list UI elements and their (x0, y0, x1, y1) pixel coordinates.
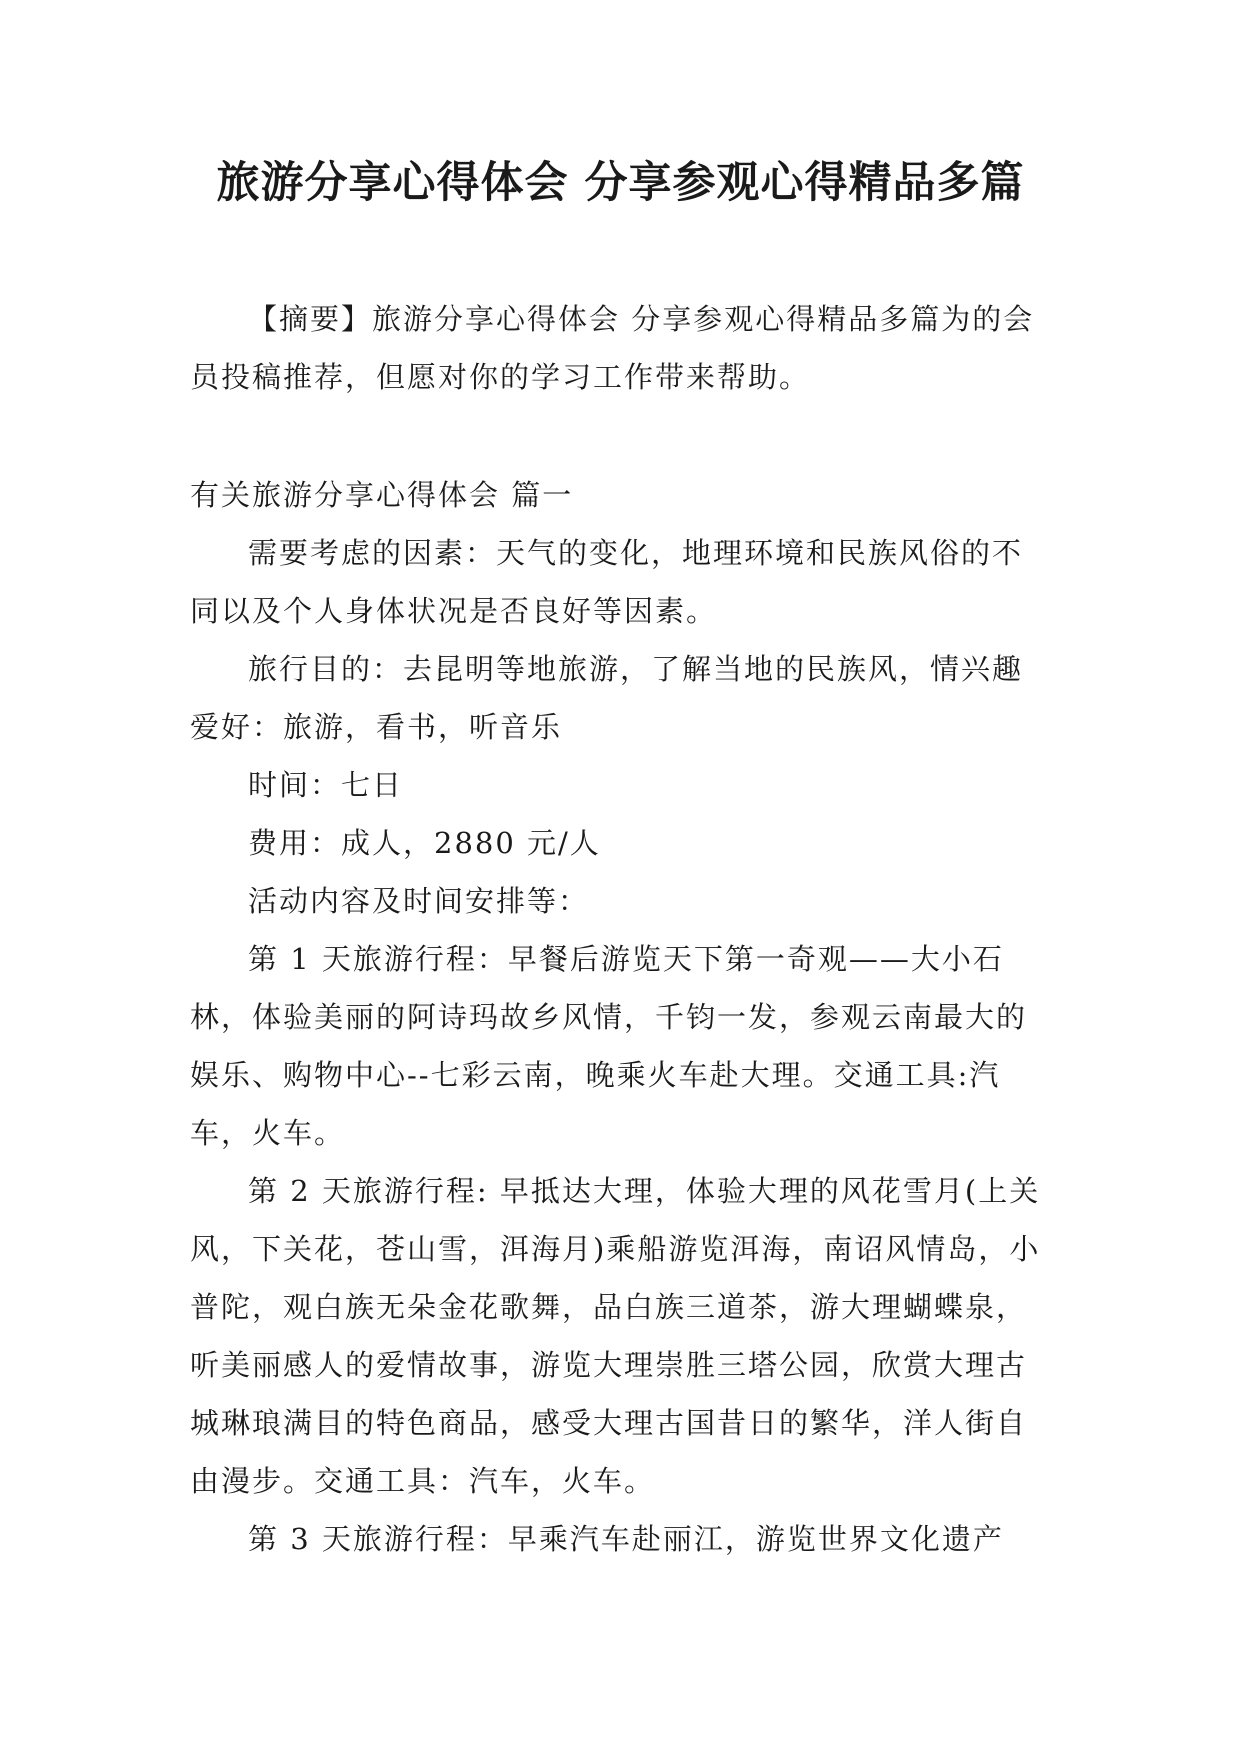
abstract-paragraph: 【摘要】旅游分享心得体会 分享参观心得精品多篇为的会员投稿推荐，但愿对你的学习工作带来帮助。 (190, 302, 1035, 394)
page-title: 旅游分享心得体会 分享参观心得精品多篇 (216, 158, 1025, 208)
document-body (190, 290, 1052, 1568)
body-paragraph: 第 2 天旅游行程: 早抵达大理，体验大理的风花雪月(上关风，下关花，苍山雪，洱海月)乘船游览洱海，南诏风情岛，小普陀，观白族无朵金花歌舞，品白族三道茶，游大理蝴蝶泉，听美丽感人的爱情故事，游览大理崇胜三塔公园，欣赏大理古城琳琅满目的特色商品，感受大理古国昔日的繁华，洋人街自由漫步。交通工具：汽车，火车。 (190, 1174, 1041, 1498)
body-paragraph: 第 3 天旅游行程：早乘汽车赴丽江，游览世界文化遗产 (248, 1522, 1004, 1556)
body-paragraph: 时间：七日 (248, 768, 404, 802)
body-paragraph: 活动内容及时间安排等： (248, 884, 590, 918)
body-paragraph: 旅行目的：去昆明等地旅游，了解当地的民族风，情兴趣爱好：旅游，看书，听音乐 (190, 652, 1024, 744)
body-paragraph: 费用：成人，2880 元/人 (248, 826, 601, 860)
section-heading: 有关旅游分享心得体会 篇一 (190, 478, 574, 512)
body-paragraph: 第 1 天旅游行程：早餐后游览天下第一奇观——大小石林，体验美丽的阿诗玛故乡风情，千钧一发，参观云南最大的娱乐、购物中心--七彩云南，晚乘火车赴大理。交通工具:汽车，火车。 (190, 942, 1028, 1150)
body-paragraph: 需要考虑的因素：天气的变化，地理环境和民族风俗的不同以及个人身体状况是否良好等因素。 (190, 536, 1024, 628)
